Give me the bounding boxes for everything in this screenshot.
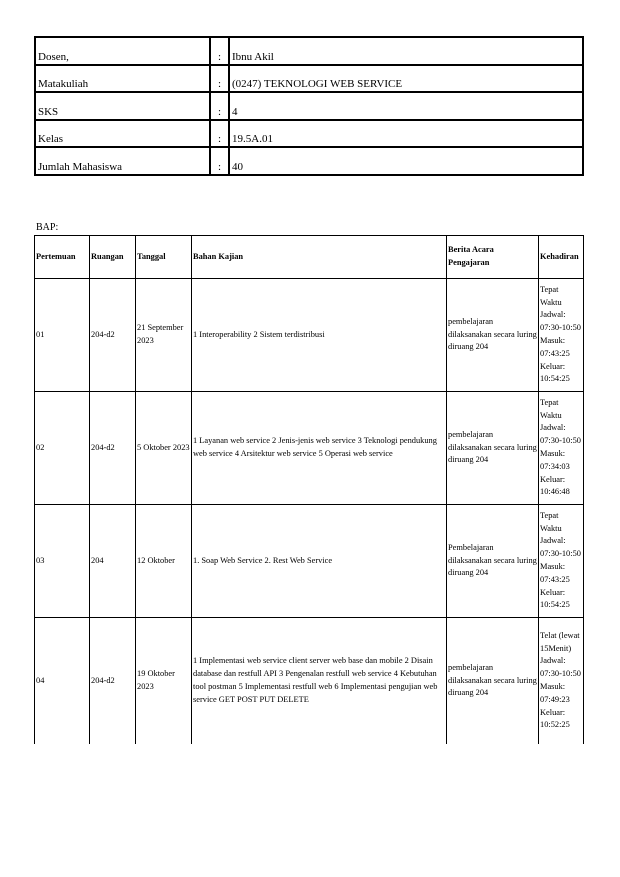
info-row-matakuliah <box>35 65 583 93</box>
cell-pertemuan: 02 <box>35 392 90 505</box>
cell-tanggal: 19 Oktober 2023 <box>136 618 192 745</box>
bap-title: BAP: <box>36 222 59 233</box>
info-label: SKS <box>35 92 210 120</box>
cell-ruangan: 204-d2 <box>90 618 136 745</box>
cell-tanggal: 5 Oktober 2023 <box>136 392 192 505</box>
info-value-dosen: Ibnu Akil <box>229 37 583 65</box>
bap-header-row <box>35 236 584 279</box>
cell-pertemuan: 03 <box>35 505 90 618</box>
cell-bahan-kajian: 1 Interoperability 2 Sistem terdistribusi <box>192 279 447 392</box>
info-colon: : <box>210 37 229 65</box>
info-row-kelas <box>35 120 583 148</box>
table-row <box>35 279 584 392</box>
cell-kehadiran: Tepat Waktu Jadwal: 07:30-10:50 Masuk: 07:43:25 Keluar: 10:54:25 <box>539 279 584 392</box>
cell-tanggal: 12 Oktober <box>136 505 192 618</box>
cell-tanggal: 21 September 2023 <box>136 279 192 392</box>
cell-berita-acara: Pembelajaran dilaksanakan secara luring diruang 204 <box>447 505 539 618</box>
info-value-matakuliah: (0247) TEKNOLOGI WEB SERVICE <box>229 65 583 93</box>
cell-ruangan: 204-d2 <box>90 279 136 392</box>
info-row-sks <box>35 92 583 120</box>
info-colon: : <box>210 147 229 175</box>
cell-bahan-kajian: 1 Implementasi web service client server web base dan mobile 2 Disain database dan restfull API 3 Pengenalan restfull web service 4 Kebutuhan tool postman 5 Implementasi restfull web 6 Implementasi pengujian web service GET POST PUT DELETE <box>192 618 447 745</box>
cell-kehadiran: Tepat Waktu Jadwal: 07:30-10:50 Masuk: 07:34:03 Keluar: 10:46:48 <box>539 392 584 505</box>
info-label: Kelas <box>35 120 210 148</box>
info-row-jumlah <box>35 147 583 175</box>
info-colon: : <box>210 92 229 120</box>
table-row <box>35 618 584 745</box>
info-row-dosen <box>35 37 583 65</box>
course-info-table <box>34 36 584 176</box>
cell-kehadiran: Telat (lewat 15Menit) Jadwal: 07:30-10:50 Masuk: 07:49:23 Keluar: 10:52:25 <box>539 618 584 745</box>
info-value-sks: 4 <box>229 92 583 120</box>
header-tanggal: Tanggal <box>136 236 192 279</box>
info-label: Jumlah Mahasiswa <box>35 147 210 175</box>
cell-kehadiran: Tepat Waktu Jadwal: 07:30-10:50 Masuk: 07:43:25 Keluar: 10:54:25 <box>539 505 584 618</box>
cell-bahan-kajian: 1. Soap Web Service 2. Rest Web Service <box>192 505 447 618</box>
cell-bahan-kajian: 1 Layanan web service 2 Jenis-jenis web service 3 Teknologi pendukung web service 4 Arsitektur web service 5 Operasi web service <box>192 392 447 505</box>
header-bahan-kajian: Bahan Kajian <box>192 236 447 279</box>
table-row <box>35 392 584 505</box>
header-kehadiran: Kehadiran <box>539 236 584 279</box>
cell-ruangan: 204-d2 <box>90 392 136 505</box>
header-ruangan: Ruangan <box>90 236 136 279</box>
cell-berita-acara: pembelajaran dilaksanakan secara luring diruang 204 <box>447 279 539 392</box>
info-colon: : <box>210 65 229 93</box>
info-value-jumlah: 40 <box>229 147 583 175</box>
info-label: Matakuliah <box>35 65 210 93</box>
cell-pertemuan: 04 <box>35 618 90 745</box>
info-colon: : <box>210 120 229 148</box>
bap-table <box>34 235 584 744</box>
table-row <box>35 505 584 618</box>
header-pertemuan: Pertemuan <box>35 236 90 279</box>
header-berita-acara: Berita Acara Pengajaran <box>447 236 539 279</box>
cell-berita-acara: pembelajaran dilaksanakan secara luring diruang 204 <box>447 392 539 505</box>
info-label: Dosen, <box>35 37 210 65</box>
cell-pertemuan: 01 <box>35 279 90 392</box>
cell-ruangan: 204 <box>90 505 136 618</box>
info-value-kelas: 19.5A.01 <box>229 120 583 148</box>
cell-berita-acara: pembelajaran dilaksanakan secara luring diruang 204 <box>447 618 539 745</box>
